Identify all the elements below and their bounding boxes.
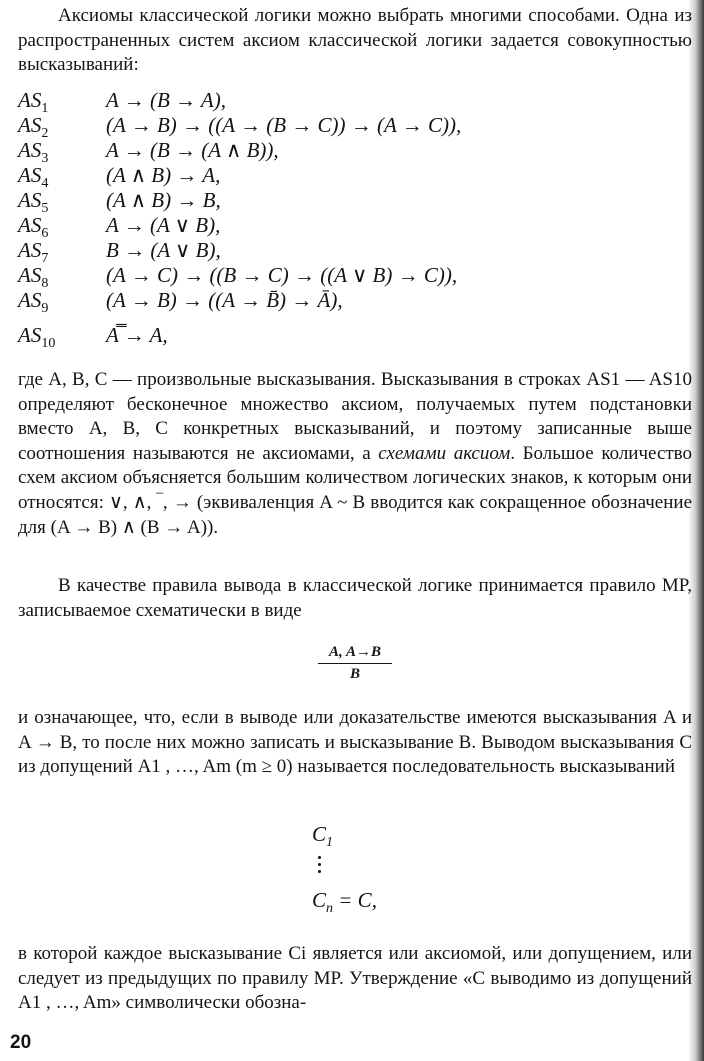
axiom-schemes-paragraph xyxy=(18,368,692,540)
page-number: 20 xyxy=(10,1032,32,1053)
axiom-row xyxy=(18,288,678,317)
axiom-label xyxy=(18,188,49,217)
axiom-row xyxy=(18,263,678,292)
axiom-label-text: AS xyxy=(18,113,42,137)
axiom-index: 7 xyxy=(41,251,49,267)
mp-meaning-paragraph xyxy=(18,706,692,780)
axiom-formula: (A → B) → ((A → B̄) → Ā), xyxy=(106,288,343,312)
axiom-label xyxy=(18,163,49,192)
axiom-index: 1 xyxy=(41,101,49,117)
sequence-last-symbol: C xyxy=(312,888,327,912)
axiom-index: 6 xyxy=(41,226,49,242)
axiom-label xyxy=(18,288,49,317)
axiom-formula: (A ∧ B) → A, xyxy=(106,163,221,187)
axiom-index: 9 xyxy=(41,301,49,317)
axiom-schemes-term: схемами аксиом xyxy=(378,442,511,464)
axiom-formula: A̿ → A, xyxy=(106,323,168,347)
vertical-ellipsis xyxy=(316,856,324,877)
axiom-label-text: AS xyxy=(18,263,42,287)
sequence-description-text: в которой каждое высказывание Ci является или аксиомой, или допущением, или следует из предыдущих по правилу MP. Утверждение «C выводимо из допущений A1 , …, Am» символически обозна- xyxy=(18,943,692,1014)
axiom-formula: B → (A ∨ B), xyxy=(106,238,221,262)
axiom-label-text: AS xyxy=(18,88,42,112)
mp-rule-fraction xyxy=(318,644,392,683)
axiom-label-text: AS xyxy=(18,213,42,237)
axiom-formula: A → (B → (A ∧ B)), xyxy=(106,138,279,162)
sequence-description-paragraph xyxy=(18,942,692,1016)
axiom-label-text: AS xyxy=(18,238,42,262)
axiom-label xyxy=(18,323,56,352)
axiom-label xyxy=(18,263,49,292)
axiom-schemes-text-2: . Большое количество схем аксиом объясняется большим количеством логических знаков, к которым они относятся: ∨, ∧, ‾, → (эквиваленция A ~ B вводится как сокращенное обозначение для (A → B) ∧ (B → A)). xyxy=(18,442,693,538)
axiom-index: 4 xyxy=(41,176,49,192)
axiom-row xyxy=(18,213,678,242)
axiom-formula: (A → C) → ((B → C) → ((A ∨ B) → C)), xyxy=(106,263,458,287)
axiom-formula: A → (A ∨ B), xyxy=(106,213,221,237)
axiom-index: 8 xyxy=(41,276,49,292)
axiom-list xyxy=(18,88,678,352)
mp-rule-premises: A, A→B xyxy=(318,644,392,664)
axiom-label-text: AS xyxy=(18,323,42,347)
axiom-index: 5 xyxy=(41,201,49,217)
axiom-row xyxy=(18,188,678,217)
axiom-row xyxy=(18,238,678,267)
axiom-label-text: AS xyxy=(18,188,42,212)
intro-paragraph xyxy=(18,4,692,78)
sequence-last-rest: = C, xyxy=(333,888,377,912)
axiom-row xyxy=(18,323,678,352)
axiom-formula: (A → B) → ((A → (B → C)) → (A → C)), xyxy=(106,113,462,137)
axiom-schemes-text-1: где A, B, C — произвольные высказывания. Высказывания в строках AS1 — AS10 определяют бесконечное множество аксиом, получаемых путем подстановки вместо A, B, C конкретных высказываний, и поэтому записанные выше соотношения называются не аксиомами, а xyxy=(18,369,692,464)
axiom-formula: (A ∧ B) → B, xyxy=(106,188,221,212)
intro-text: Аксиомы классической логики можно выбрать многими способами. Одна из распространенных систем аксиом классической логики задается совокупностью высказываний: xyxy=(18,5,692,76)
mp-meaning-text: и означающее, что, если в выводе или доказательстве имеются высказывания A и A → B, то после них можно записать и высказывание B. Выводом высказывания C из допущений A1 , …, Am (m ≥ 0) называется последовательность высказываний xyxy=(18,707,692,778)
axiom-label xyxy=(18,113,49,142)
sequence-last-index: n xyxy=(326,901,334,917)
axiom-label-text: AS xyxy=(18,138,42,162)
axiom-row xyxy=(18,163,678,192)
axiom-label xyxy=(18,238,49,267)
axiom-row xyxy=(18,88,678,117)
sequence-last xyxy=(312,888,377,917)
axiom-row xyxy=(18,113,678,142)
axiom-formula: A → (B → A), xyxy=(106,88,226,112)
axiom-label xyxy=(18,138,49,167)
axiom-label-text: AS xyxy=(18,163,42,187)
sequence-first xyxy=(312,822,334,851)
axiom-row xyxy=(18,138,678,167)
axiom-index: 3 xyxy=(41,151,49,167)
axiom-index: 10 xyxy=(41,336,56,352)
axiom-label xyxy=(18,213,49,242)
mp-rule-paragraph xyxy=(18,574,692,623)
sequence-first-index: 1 xyxy=(326,835,334,851)
sequence-first-symbol: C xyxy=(312,822,327,846)
axiom-label xyxy=(18,88,49,117)
axiom-index: 2 xyxy=(41,126,49,142)
axiom-label-text: AS xyxy=(18,288,42,312)
mp-rule-conclusion: B xyxy=(349,666,360,682)
mp-rule-text: В качестве правила вывода в классической логике принимается правило MP, записываемое схематически в виде xyxy=(18,575,692,621)
